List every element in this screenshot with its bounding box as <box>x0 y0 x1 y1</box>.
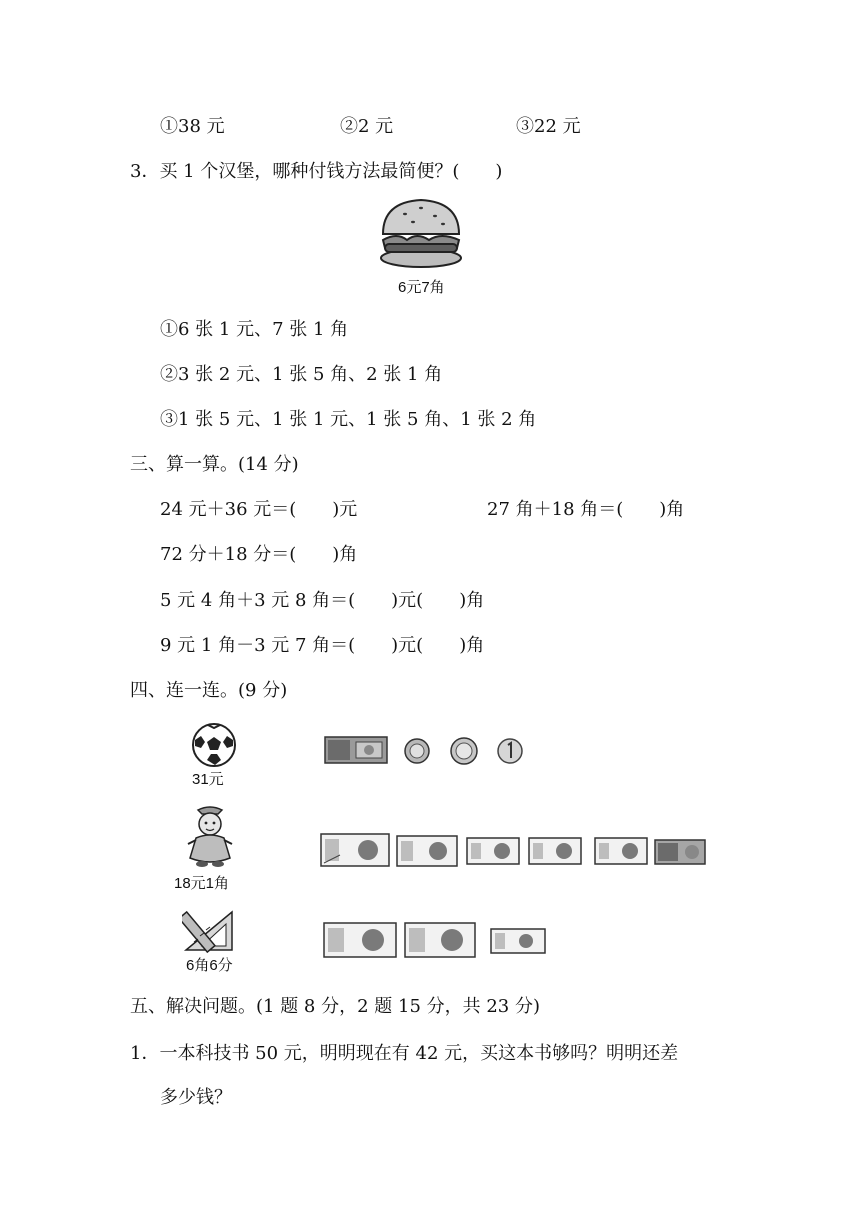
banknote-icon[interactable] <box>594 837 648 865</box>
item-3-label: 6角6分 <box>186 957 233 974</box>
q3-option-1: ①6 张 1 元、7 张 1 角 <box>160 319 349 340</box>
hamburger-price-label: 6元7角 <box>398 279 445 296</box>
coin-icon[interactable] <box>450 737 478 765</box>
q3-option-2: ②3 张 2 元、1 张 5 角、2 张 1 角 <box>160 364 443 385</box>
banknote-icon[interactable] <box>324 736 388 764</box>
banknote-icon[interactable] <box>466 837 520 865</box>
section-3-heading: 三、算一算。(14 分) <box>130 454 299 475</box>
option-2: ②2 元 <box>340 116 394 137</box>
banknote-icon[interactable] <box>320 833 390 867</box>
question-3: 3．买 1 个汉堡，哪种付钱方法最简便？( ) <box>130 161 503 182</box>
problem-1-line-2: 多少钱？ <box>160 1087 232 1108</box>
option-1: ①38 元 <box>160 116 225 137</box>
banknote-icon[interactable] <box>490 928 546 954</box>
doll-icon <box>184 804 236 870</box>
calc-row-3: 5 元 4 角＋3 元 8 角＝( )元( )角 <box>160 590 485 611</box>
section-4-heading: 四、连一连。(9 分) <box>130 680 288 701</box>
coin-icon[interactable] <box>496 737 524 765</box>
item-2-label: 18元1角 <box>174 875 230 892</box>
section-5-heading: 五、解决问题。(1 题 8 分，2 题 15 分，共 23 分) <box>130 996 540 1017</box>
option-3: ③22 元 <box>516 116 581 137</box>
hamburger-icon <box>377 196 465 272</box>
banknote-icon[interactable] <box>654 839 706 865</box>
q3-option-3: ③1 张 5 元、1 张 1 元、1 张 5 角、1 张 2 角 <box>160 409 537 430</box>
banknote-icon[interactable] <box>404 922 476 958</box>
banknote-icon[interactable] <box>528 837 582 865</box>
banknote-icon[interactable] <box>323 922 397 958</box>
item-1-label: 31元 <box>192 771 224 788</box>
coin-icon[interactable] <box>404 738 430 764</box>
calc-row-2: 72 分＋18 分＝( )角 <box>160 544 358 565</box>
calc-row-4: 9 元 1 角－3 元 7 角＝( )元( )角 <box>160 635 485 656</box>
soccer-ball-icon <box>191 722 237 768</box>
calc-row-1-right: 27 角＋18 角＝( )角 <box>487 499 685 520</box>
problem-1-line-1: 1．一本科技书 50 元，明明现在有 42 元，买这本书够吗？明明还差 <box>130 1043 679 1064</box>
calc-row-1-left: 24 元＋36 元＝( )元 <box>160 499 358 520</box>
ruler-triangle-icon <box>182 906 236 954</box>
banknote-icon[interactable] <box>396 835 458 867</box>
